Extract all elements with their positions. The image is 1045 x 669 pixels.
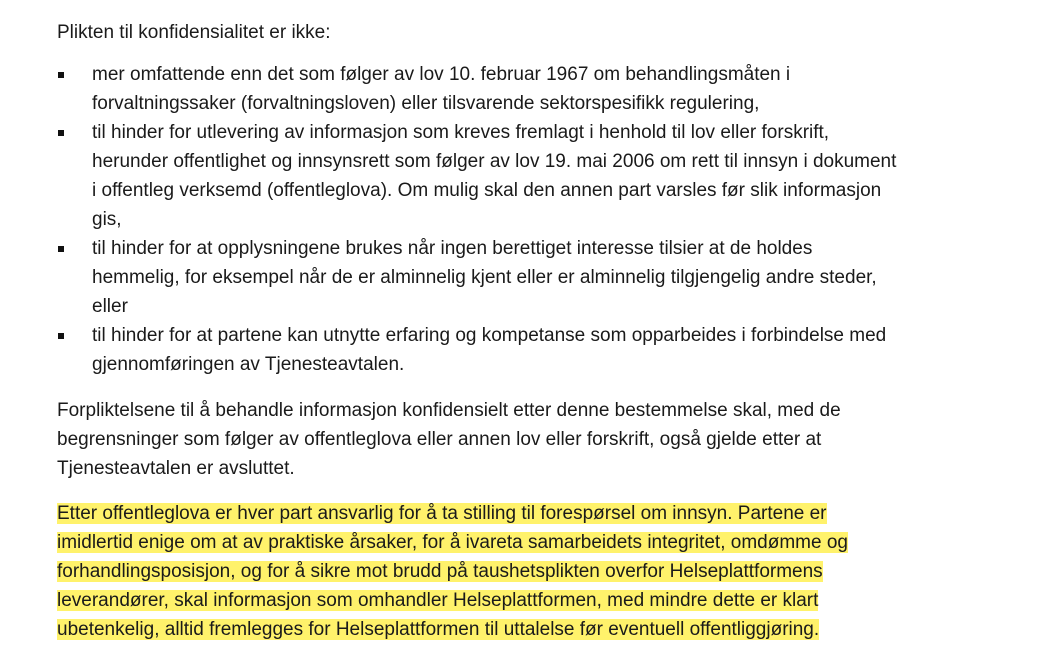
square-bullet-icon xyxy=(58,246,64,252)
intro-text: Plikten til konfidensialitet er ikke: xyxy=(57,22,331,43)
highlighted-text: ubetenkelig, alltid fremlegges for Helseplattformen til uttalelse før eventuell offentliggjøring. xyxy=(57,619,820,640)
bullet-text-line: i offentleg verksemd (offentleglova). Om mulig skal den annen part varsles før slik informasjon xyxy=(92,180,882,201)
bullet-text-line: forvaltningssaker (forvaltningsloven) eller tilsvarende sektorspesifikk regulering, xyxy=(92,93,760,114)
highlighted-line-wrap xyxy=(57,586,1017,615)
bullet-text-line: eller xyxy=(92,296,128,317)
highlighted-text: imidlertid enige om at av praktiske årsaker, for å ivareta samarbeidets integritet, omdømme og xyxy=(57,532,848,553)
bullet-text-line: herunder offentlighet og innsynsrett som følger av lov 19. mai 2006 om rett til innsyn i dokument xyxy=(92,151,897,172)
square-bullet-icon xyxy=(58,72,64,78)
document-page xyxy=(57,18,1017,644)
confidentiality-duration-paragraph xyxy=(57,396,1017,483)
paragraph-line: Tjenesteavtalen er avsluttet. xyxy=(57,458,295,479)
highlighted-text: forhandlingsposisjon, og for å sikre mot brudd på taushetsplikten overfor Helseplattformens xyxy=(57,561,823,582)
bullet-list xyxy=(57,60,1017,379)
bullet-text-line: hemmelig, for eksempel når de er alminnelig kjent eller er alminnelig tilgjengelig andre steder, xyxy=(92,267,877,288)
highlighted-paragraph xyxy=(57,499,1017,644)
highlighted-text: leverandører, skal informasjon som omhandler Helseplattformen, med mindre dette er klart xyxy=(57,590,819,611)
highlighted-text: Etter offentleglova er hver part ansvarlig for å ta stilling til forespørsel om innsyn. Partene er xyxy=(57,503,827,524)
paragraph-line: begrensninger som følger av offentleglova eller annen lov eller forskrift, også gjelde etter at xyxy=(57,429,822,450)
highlighted-line-wrap xyxy=(57,615,1017,644)
paragraph-line: Forpliktelsene til å behandle informasjon konfidensielt etter denne bestemmelse skal, med de xyxy=(57,400,841,421)
highlighted-line-wrap xyxy=(57,499,1017,528)
bullet-text-line: til hinder for at partene kan utnytte erfaring og kompetanse som opparbeides i forbindelse med xyxy=(92,325,887,346)
bullet-item xyxy=(57,60,1017,118)
bullet-item xyxy=(57,321,1017,379)
square-bullet-icon xyxy=(58,130,64,136)
bullet-text-line: til hinder for at opplysningene brukes når ingen berettiget interesse tilsier at de holdes xyxy=(92,238,813,259)
highlighted-line-wrap xyxy=(57,557,1017,586)
highlighted-line-wrap xyxy=(57,528,1017,557)
bullet-item xyxy=(57,234,1017,321)
bullet-text-line: mer omfattende enn det som følger av lov 10. februar 1967 om behandlingsmåten i xyxy=(92,64,791,85)
bullet-text-line: gis, xyxy=(92,209,122,230)
bullet-text-line: til hinder for utlevering av informasjon som kreves fremlagt i henhold til lov eller forskrift, xyxy=(92,122,830,143)
square-bullet-icon xyxy=(58,333,64,339)
bullet-item xyxy=(57,118,1017,234)
bullet-text-line: gjennomføringen av Tjenesteavtalen. xyxy=(92,354,405,375)
